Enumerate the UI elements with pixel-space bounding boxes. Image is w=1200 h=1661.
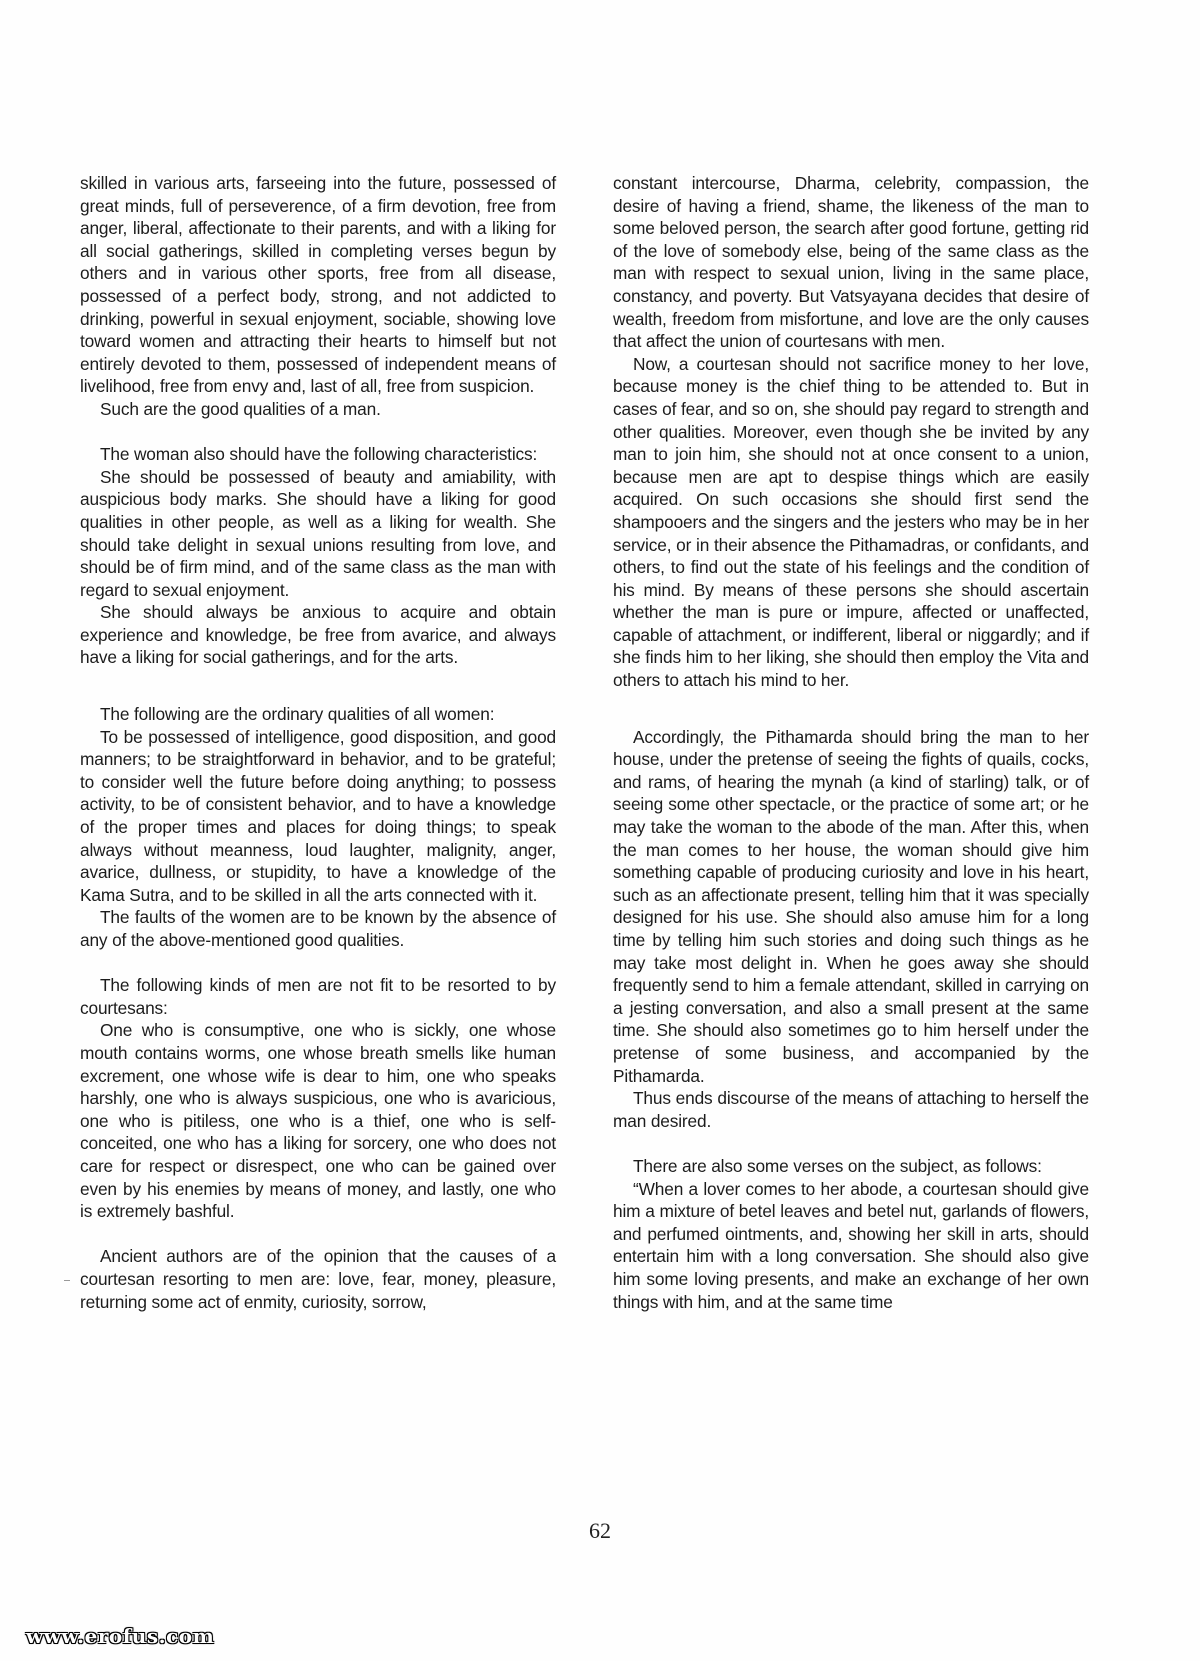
paragraph: Ancient authors are of the opinion that the causes of a courtesan resorting to men are: love, fear, money, pleasure, returning some act of enmity, curiosity, sorrow,: [80, 1246, 556, 1312]
paragraph: Such are the good qualities of a man.: [100, 398, 381, 419]
paragraph: Accordingly, the Pithamarda should bring the man to her house, under the pretense of seeing the fights of quails, cocks, and rams, of hearing the mynah (a kind of starling) talk, or of seeing some other spectacle, or the practice of some art; or he may take the woman to the abode of the man. After this, when the man comes to her house, the woman should give him something capable of producing curiosity and love in his heart, such as an affectionate present, telling him that it was specially designed for his use. She should also amuse him for a long time by telling him such stories and doing such things as he may take most delight in. When he goes away she should frequently send to him a female attendant, skilled in carrying on a jesting conversation, and also a small present at the same time. She should also sometimes go to him herself under the pretense of some business, and accompanied by the Pithamarda.: [613, 726, 1089, 1086]
paragraph: She should always be anxious to acquire and obtain experience and knowledge, be free from avarice, and always have a liking for social gatherings, and for the arts.: [80, 602, 556, 668]
right-text-column: [613, 172, 1089, 1313]
paragraph: The faults of the women are to be known by the absence of any of the above-mentioned good qualities.: [80, 907, 556, 950]
paragraph: The woman also should have the following characteristics:: [100, 444, 538, 465]
paragraph: The following kinds of men are not fit to be resorted to by courtesans:: [80, 975, 556, 1018]
paragraph: constant intercourse, Dharma, celebrity, compassion, the desire of having a friend, shame, the likeness of the man to some beloved person, the search after good fortune, getting rid of the love of somebody else, being of the same class as the man with respect to sexual union, living in the same place, constancy, and poverty. But Vatsyayana decides that desire of wealth, freedom from misfortune, and love are the only causes that affect the union of courtesans with men.: [613, 173, 1089, 352]
paragraph: skilled in various arts, farseeing into the future, possessed of great minds, full of perseverence, of a firm devotion, free from anger, liberal, affectionate to their parents, and with a liking for all social gatherings, skilled in completing verses begun by others and in various other sports, free from all disease, possessed of a perfect body, strong, and not addicted to drinking, powerful in sexual enjoyment, sociable, showing love toward women and attracting their hearts to himself but not entirely devoted to them, possessed of independent means of livelihood, free from envy and, last of all, free from suspicion.: [80, 173, 556, 397]
left-text-column: [80, 172, 556, 1313]
paragraph: Thus ends discourse of the means of attaching to herself the man desired.: [613, 1088, 1089, 1131]
paragraph: One who is consumptive, one who is sickly, one whose mouth contains worms, one whose breath smells like human excrement, one whose wife is dear to him, one who speaks harshly, one who is always suspicious, one who is avaricious, one who is pitiless, one who is a thief, one who is self-conceited, one who has a liking for sorcery, one who does not care for respect or disrespect, one who can be gained over even by his enemies by means of money, and lastly, one who is extremely bashful.: [80, 1020, 556, 1222]
paragraph: To be possessed of intelligence, good disposition, and good manners; to be straightforward in behavior, and to be grateful; to consider well the future before doing anything; to possess activity, to be of consistent behavior, and to have a knowledge of the proper times and places for doing things; to speak always without meanness, loud laughter, malignity, anger, avarice, dullness, or stupidity, to have a knowledge of the Kama Sutra, and to be skilled in all the arts connected with it.: [80, 726, 556, 905]
paragraph: Now, a courtesan should not sacrifice money to her love, because money is the chief thing to be attended to. But in cases of fear, and so on, she should pay regard to strength and other qualities. Moreover, even though she be invited by any man to join him, she should not at once consent to a union, because men are apt to despise things which are easily acquired. On such occasions she should first send the shampooers and the singers and the jesters who may be in her service, or in their absence the Pithamadras, or confidants, and others, to find out the state of his feelings and the condition of his mind. By means of these persons she should ascertain whether the man is pure or impure, affected or unaffected, capable of attachment, or indifferent, liberal or niggardly; and if she finds him to her liking, she should then employ the Vita and others to attach his mind to her.: [613, 353, 1089, 691]
paragraph: The following are the ordinary qualities of all women:: [100, 704, 495, 725]
page-number: 62: [589, 1518, 611, 1543]
paragraph: She should be possessed of beauty and amiability, with auspicious body marks. She should have a liking for good qualities in other people, as well as a liking for wealth. She should take delight in sexual unions resulting from love, and should be of firm mind, and of the same class as the man with regard to sexual enjoyment.: [80, 466, 556, 600]
paragraph: There are also some verses on the subject, as follows:: [633, 1155, 1042, 1176]
watermark-text: www.erofus.com: [26, 1624, 215, 1648]
paragraph: “When a lover comes to her abode, a courtesan should give him a mixture of betel leaves and betel nut, garlands of flowers, and perfumed ointments, and, showing her skill in arts, should entertain him with a long conversation. She should also give him some loving presents, and make an exchange of her own things with him, and at the same time: [613, 1178, 1089, 1312]
scan-speck: [64, 1280, 70, 1281]
